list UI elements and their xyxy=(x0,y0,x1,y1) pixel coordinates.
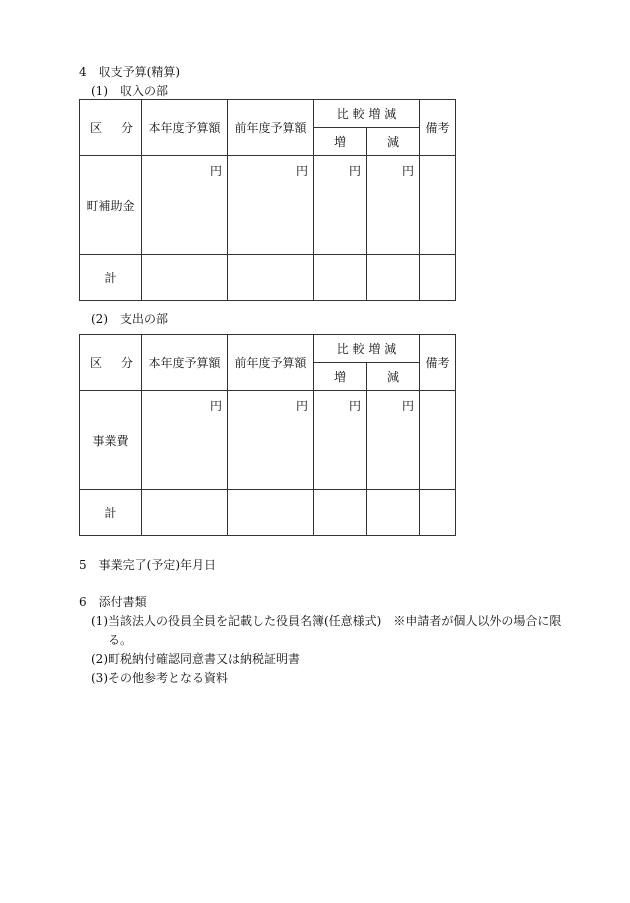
current-year-header: 本年度予算額 xyxy=(142,335,228,391)
attachment-item-3: (3)その他参考となる資料 xyxy=(91,671,228,685)
unit-current: 円 xyxy=(142,391,228,490)
expense-heading: (2) 支出の部 xyxy=(91,312,168,326)
remarks-cell xyxy=(420,391,456,490)
unit-increase: 円 xyxy=(314,391,367,490)
total-label: 計 xyxy=(80,490,142,536)
remarks-cell xyxy=(420,156,456,255)
increase-header: 増 xyxy=(314,128,367,156)
previous-year-header: 前年度予算額 xyxy=(228,335,314,391)
row-label-project-cost: 事業費 xyxy=(80,391,142,490)
kubun-header xyxy=(80,335,142,391)
kubun-header xyxy=(80,100,142,156)
remarks-header: 備考 xyxy=(420,335,456,391)
kubun-left: 区 xyxy=(90,356,103,370)
unit-previous: 円 xyxy=(228,391,314,490)
previous-year-header: 前年度予算額 xyxy=(228,100,314,156)
total-current xyxy=(142,255,228,301)
unit-decrease: 円 xyxy=(367,391,420,490)
unit-decrease: 円 xyxy=(367,156,420,255)
total-previous xyxy=(228,255,314,301)
remarks-header: 備考 xyxy=(420,100,456,156)
total-current xyxy=(142,490,228,536)
increase-header: 増 xyxy=(314,363,367,391)
attachment-item-1: (1)当該法人の役員全員を記載した役員名簿(任意様式) ※申請者が個人以外の場合に限 xyxy=(91,614,562,628)
unit-current: 円 xyxy=(142,156,228,255)
attachment-item-1-continued: る。 xyxy=(108,633,133,647)
attachment-item-2: (2)町税納付確認同意書又は納税証明書 xyxy=(91,652,300,666)
kubun-left: 区 xyxy=(90,121,103,135)
decrease-header: 減 xyxy=(367,363,420,391)
total-decrease xyxy=(367,255,420,301)
unit-increase: 円 xyxy=(314,156,367,255)
row-label-subsidy: 町補助金 xyxy=(80,156,142,255)
kubun-right: 分 xyxy=(120,121,133,135)
total-increase xyxy=(314,255,367,301)
unit-previous: 円 xyxy=(228,156,314,255)
section-4-title: 4 収支予算(精算) xyxy=(79,65,180,79)
total-remarks xyxy=(420,490,456,536)
comparison-header: 比 較 増 減 xyxy=(314,100,420,128)
income-heading: (1) 収入の部 xyxy=(91,84,168,98)
section-5-title: 5 事業完了(予定)年月日 xyxy=(79,558,216,572)
expense-table xyxy=(79,334,456,536)
section-6-title: 6 添付書類 xyxy=(79,595,147,609)
comparison-header: 比 較 増 減 xyxy=(314,335,420,363)
total-increase xyxy=(314,490,367,536)
current-year-header: 本年度予算額 xyxy=(142,100,228,156)
total-label: 計 xyxy=(80,255,142,301)
decrease-header: 減 xyxy=(367,128,420,156)
kubun-right: 分 xyxy=(120,356,133,370)
income-table xyxy=(79,99,456,301)
total-remarks xyxy=(420,255,456,301)
total-previous xyxy=(228,490,314,536)
total-decrease xyxy=(367,490,420,536)
